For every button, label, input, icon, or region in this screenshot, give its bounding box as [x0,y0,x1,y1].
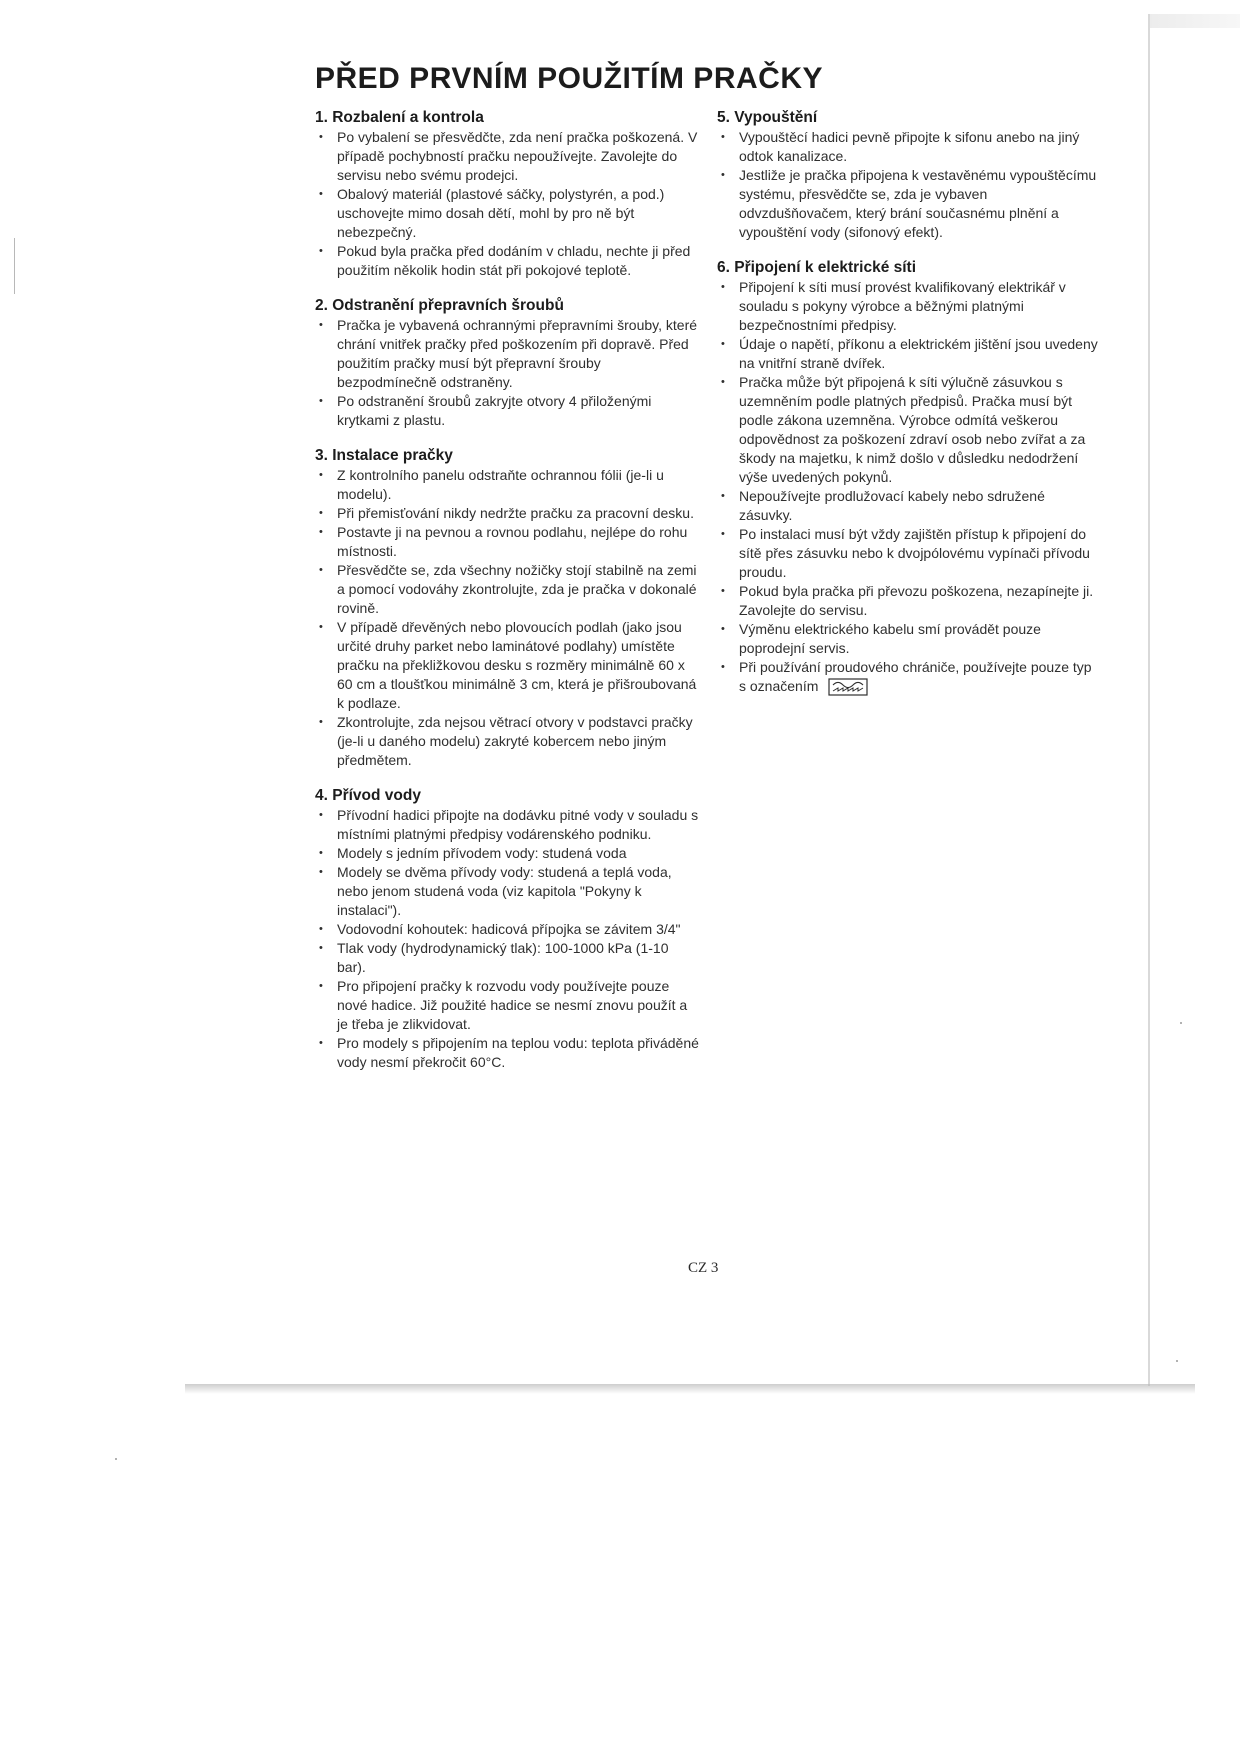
list-item: • Pračka může být připojená k síti výlučně zásuvkou s uzemněním podle platných předpisů. Pračka musí být podle zákona uzemněna. Výrobce odmítá veškerou odpovědnost za poškození zdraví osob nebo zvířat a za škody na majetku, k nimž došlo v důsledku nedodržení výše uvedených pokynů. [717,373,1102,487]
list-item: • Přívodní hadici připojte na dodávku pitné vody v souladu s místními platnými předpisy vodárenského podniku. [315,806,700,844]
list-item: • Vypouštěcí hadici pevně připojte k sifonu anebo na jiný odtok kanalizace. [717,128,1102,166]
list-item: • Z kontrolního panelu odstraňte ochrannou fólii (je-li u modelu). [315,466,700,504]
list-item: • Postavte ji na pevnou a rovnou podlahu, nejlépe do rohu místnosti. [315,523,700,561]
section-heading: 2. Odstranění přepravních šroubů [315,297,564,314]
list-item: • Při přemisťování nikdy nedržte pračku za pracovní desku. [315,504,700,523]
list-item [717,658,1102,696]
list-item: • Údaje o napětí, příkonu a elektrickém jištění jsou uvedeny na vnitřní straně dvířek. [717,335,1102,373]
section-unpacking [315,108,700,280]
rcd-type-symbol-icon [828,678,868,696]
scan-speck [1176,1360,1178,1362]
bullet-list [315,316,700,430]
bullet-list [315,806,700,1072]
section-heading: 4. Přívod vody [315,787,421,804]
list-item: • Tlak vody (hydrodynamický tlak): 100-1000 kPa (1-10 bar). [315,939,700,977]
scan-edge [1147,14,1240,28]
list-item: • Pokud byla pračka při převozu poškozena, nezapínejte ji. Zavolejte do servisu. [717,582,1102,620]
list-item: • Pro modely s připojením na teplou vodu: teplota přiváděné vody nesmí překročit 60°C. [315,1034,700,1072]
page-number: CZ 3 [688,1260,719,1276]
bullet-list [315,466,700,770]
list-item: • Pokud byla pračka před dodáním v chladu, nechte ji před použitím několik hodin stát při pokojové teplotě. [315,242,700,280]
section-transport-bolts [315,296,700,430]
scan-speck [115,1458,117,1460]
right-column [717,108,1102,712]
list-item: • Po instalaci musí být vždy zajištěn přístup k připojení do sítě přes zásuvku nebo k dvojpólovému vypínači přívodu proudu. [717,525,1102,582]
scan-mark [14,238,15,294]
section-heading: 5. Vypouštění [717,109,818,126]
bullet-list [315,128,700,280]
scan-speck [1180,1022,1182,1024]
list-item: • Nepoužívejte prodlužovací kabely nebo sdružené zásuvky. [717,487,1102,525]
list-item: • V případě dřevěných nebo plovoucích podlah (jako jsou určité druhy parket nebo laminátové podlahy) umístěte pračku na překližkovou desku s rozměry minimálně 60 x 60 cm a tloušťkou minimálně 3 cm, která je přišroubovaná k podlaze. [315,618,700,713]
list-item: • Pračka je vybavená ochrannými přepravními šrouby, které chrání vnitřek pračky před poškozením při dopravě. Před použitím pračky musí být přepravní šrouby bezpodmínečně odstraněny. [315,316,700,392]
bullet-list [717,278,1102,696]
section-drainage [717,108,1102,242]
page-shadow [185,1384,1195,1394]
bullet-list [717,128,1102,242]
list-item: • Obalový materiál (plastové sáčky, polystyrén, a pod.) uschovejte mimo dosah dětí, mohl by pro ně být nebezpečný. [315,185,700,242]
list-item: • Po odstranění šroubů zakryjte otvory 4 přiloženými krytkami z plastu. [315,392,700,430]
list-item: • Připojení k síti musí provést kvalifikovaný elektrikář v souladu s pokyny výrobce a běžnými platnými bezpečnostními předpisy. [717,278,1102,335]
list-item: • Zkontrolujte, zda nejsou větrací otvory v podstavci pračky (je-li u daného modelu) zakryté kobercem nebo jiným předmětem. [315,713,700,770]
section-installation [315,446,700,770]
list-item: • Jestliže je pračka připojena k vestavěnému vypouštěcímu systému, přesvědčte se, zda je vybaven odvzdušňovačem, který brání současnému plnění a vypouštění vody (sifonový efekt). [717,166,1102,242]
list-item: • Po vybalení se přesvědčte, zda není pračka poškozená. V případě pochybností pračku nepoužívejte. Zavolejte do servisu nebo svému prodejci. [315,128,700,185]
list-item: • Pro připojení pračky k rozvodu vody používejte pouze nové hadice. Již použité hadice se nesmí znovu použít a je třeba je zlikvidovat. [315,977,700,1034]
list-item: • Vodovodní kohoutek: hadicová přípojka se závitem 3/4" [315,920,700,939]
section-heading: 3. Instalace pračky [315,447,453,464]
left-column [315,108,700,1088]
page-title: PŘED PRVNÍM POUŽITÍM PRAČKY [315,62,823,95]
section-electrical [717,258,1102,696]
list-item: • Modely s jedním přívodem vody: studená voda [315,844,700,863]
list-item: • Přesvědčte se, zda všechny nožičky stojí stabilně na zemi a pomocí vodováhy zkontrolujte, zda je pračka v dokonalé rovině. [315,561,700,618]
list-item: • Výměnu elektrického kabelu smí provádět pouze poprodejní servis. [717,620,1102,658]
list-item-text: Při používání proudového chrániče, používejte pouze typ s označením [739,659,1092,694]
section-water-supply [315,786,700,1072]
section-heading: 6. Připojení k elektrické síti [717,259,917,276]
section-heading: 1. Rozbalení a kontrola [315,109,484,126]
list-item: • Modely se dvěma přívody vody: studená a teplá voda, nebo jenom studená voda (viz kapitola "Pokyny k instalaci"). [315,863,700,920]
